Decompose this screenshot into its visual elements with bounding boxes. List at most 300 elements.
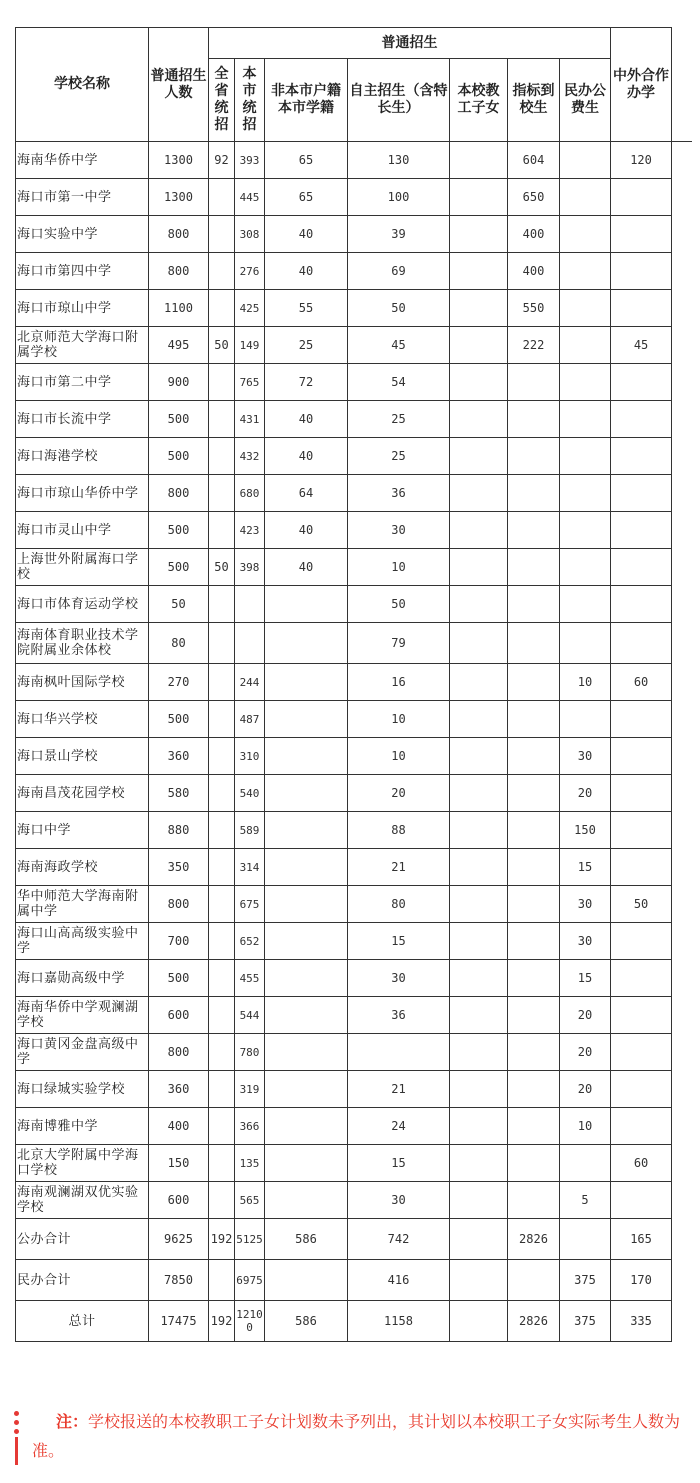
cell-provincial: 50 [209,549,235,586]
table-row [16,1145,672,1182]
cell-non-local [265,1071,348,1108]
cell-staff [450,1219,508,1260]
cell-quota [508,923,560,960]
cell-sino-foreign [611,775,672,812]
cell-independent: 20 [348,775,450,812]
table-row [16,512,672,549]
cell-staff [450,401,508,438]
cell-provincial [209,290,235,327]
table-row [16,701,672,738]
cell-private-fee: 30 [560,738,611,775]
cell-quota [508,701,560,738]
school-name-cell: 华中师范大学海南附属中学 [16,886,149,923]
table-row [16,775,672,812]
cell-total: 800 [149,1034,209,1071]
cell-sino-foreign [611,179,672,216]
school-name-cell: 海口嘉勋高级中学 [16,960,149,997]
cell-independent: 30 [348,960,450,997]
cell-staff [450,812,508,849]
table-row [16,1034,672,1071]
table-row [16,179,672,216]
table-row [16,290,672,327]
cell-total: 700 [149,923,209,960]
cell-private-fee: 375 [560,1301,611,1342]
cell-city: 544 [235,997,265,1034]
cell-non-local [265,701,348,738]
school-name-cell: 海口景山学校 [16,738,149,775]
cell-non-local: 40 [265,216,348,253]
cell-private-fee [560,401,611,438]
cell-quota [508,1145,560,1182]
cell-city: 135 [235,1145,265,1182]
cell-sino-foreign [611,549,672,586]
school-name-cell: 海口市琼山中学 [16,290,149,327]
cell-sino-foreign [611,997,672,1034]
cell-independent: 54 [348,364,450,401]
table-row [16,475,672,512]
cell-non-local: 40 [265,512,348,549]
cell-city: 314 [235,849,265,886]
cell-total: 350 [149,849,209,886]
cell-private-fee: 375 [560,1260,611,1301]
cell-sino-foreign [611,1108,672,1145]
cell-city: 423 [235,512,265,549]
cell-independent: 25 [348,438,450,475]
cell-independent: 10 [348,738,450,775]
cell-independent: 80 [348,886,450,923]
cell-provincial: 192 [209,1301,235,1342]
cell-city: 310 [235,738,265,775]
cell-city: 425 [235,290,265,327]
cell-provincial [209,1182,235,1219]
cell-city: 12100 [235,1301,265,1342]
cell-staff [450,849,508,886]
cell-staff [450,364,508,401]
cell-independent [348,1034,450,1071]
table-row [16,327,672,364]
cell-independent: 742 [348,1219,450,1260]
school-name-cell: 海南体育职业技术学院附属业余体校 [16,623,149,664]
cell-staff [450,886,508,923]
cell-non-local: 64 [265,475,348,512]
cell-city: 431 [235,401,265,438]
school-name-cell: 海口市琼山华侨中学 [16,475,149,512]
header-sino-foreign: 中外合作办学 [611,28,672,142]
cell-provincial [209,1108,235,1145]
cell-non-local [265,849,348,886]
table-row [16,664,672,701]
cell-non-local: 40 [265,253,348,290]
note-bar-icon [15,1437,18,1465]
school-name-cell: 民办合计 [16,1260,149,1301]
school-name-cell: 海口中学 [16,812,149,849]
footnote-body: 学校报送的本校教职工子女计划数未予列出，其计划以本校职工子女实际考生人数为准。 [32,1412,681,1460]
cell-private-fee: 20 [560,775,611,812]
cell-city: 308 [235,216,265,253]
cell-total: 360 [149,1071,209,1108]
school-name-cell: 海口市第一中学 [16,179,149,216]
cell-non-local [265,923,348,960]
cell-quota [508,960,560,997]
cell-city: 276 [235,253,265,290]
cell-private-fee: 30 [560,886,611,923]
cell-staff [450,475,508,512]
school-name-cell: 海南华侨中学观澜湖学校 [16,997,149,1034]
cell-city: 652 [235,923,265,960]
cell-non-local: 586 [265,1219,348,1260]
cell-quota: 650 [508,179,560,216]
cell-non-local [265,1182,348,1219]
cell-quota [508,1034,560,1071]
cell-staff [450,701,508,738]
cell-sino-foreign [611,475,672,512]
cell-quota [508,886,560,923]
table-row [16,1108,672,1145]
cell-private-fee: 20 [560,1071,611,1108]
cell-total: 7850 [149,1260,209,1301]
school-name-cell: 海南昌茂花园学校 [16,775,149,812]
cell-provincial [209,960,235,997]
cell-independent: 130 [348,142,450,179]
cell-total: 50 [149,586,209,623]
school-name-cell: 海口市体育运动学校 [16,586,149,623]
cell-private-fee [560,179,611,216]
header-quota: 指标到校生 [508,59,560,142]
cell-private-fee [560,438,611,475]
cell-non-local: 55 [265,290,348,327]
cell-independent: 15 [348,1145,450,1182]
table-row [16,586,672,623]
header-school-name: 学校名称 [16,28,149,142]
header-general-enrollment-group: 普通招生 [209,28,611,59]
cell-private-fee [560,327,611,364]
cell-non-local [265,586,348,623]
cell-non-local [265,886,348,923]
school-name-cell: 海口市第二中学 [16,364,149,401]
footnote-text [32,1407,694,1465]
school-name-cell: 海南观澜湖双优实验学校 [16,1182,149,1219]
cell-independent: 16 [348,664,450,701]
cell-total: 150 [149,1145,209,1182]
table-row [16,142,672,179]
cell-quota [508,401,560,438]
cell-provincial [209,775,235,812]
cell-staff [450,179,508,216]
table-row [16,1301,672,1342]
header-total-enrollment: 普通招生人数 [149,28,209,142]
school-name-cell: 海口市长流中学 [16,401,149,438]
table-row [16,216,672,253]
header-independent: 自主招生（含特长生） [348,59,450,142]
cell-sino-foreign: 50 [611,886,672,923]
cell-total: 580 [149,775,209,812]
cell-provincial [209,475,235,512]
cell-provincial [209,701,235,738]
note-dots-icon [14,1411,20,1438]
cell-independent: 39 [348,216,450,253]
cell-sino-foreign: 45 [611,327,672,364]
table-body [16,142,672,1342]
cell-independent: 10 [348,701,450,738]
cell-city: 487 [235,701,265,738]
table-row [16,738,672,775]
footnote [14,1407,694,1465]
cell-non-local: 586 [265,1301,348,1342]
cell-sino-foreign: 60 [611,664,672,701]
cell-provincial [209,1145,235,1182]
cell-independent: 416 [348,1260,450,1301]
cell-sino-foreign: 120 [611,142,672,179]
cell-staff [450,1034,508,1071]
cell-independent: 10 [348,549,450,586]
cell-provincial [209,623,235,664]
cell-provincial [209,438,235,475]
cell-private-fee: 10 [560,1108,611,1145]
cell-city: 432 [235,438,265,475]
table-row [16,960,672,997]
cell-staff [450,775,508,812]
cell-independent: 30 [348,512,450,549]
cell-provincial [209,849,235,886]
cell-sino-foreign [611,253,672,290]
table-row [16,549,672,586]
table-row [16,364,672,401]
school-name-cell: 公办合计 [16,1219,149,1260]
cell-staff [450,1260,508,1301]
cell-private-fee [560,475,611,512]
cell-sino-foreign: 335 [611,1301,672,1342]
cell-staff [450,664,508,701]
cell-non-local [265,1034,348,1071]
table-row [16,923,672,960]
cell-staff [450,549,508,586]
cell-private-fee [560,512,611,549]
cell-total: 600 [149,1182,209,1219]
table-row [16,997,672,1034]
cell-staff [450,327,508,364]
cell-private-fee [560,549,611,586]
cell-city: 6975 [235,1260,265,1301]
cell-total: 500 [149,401,209,438]
header-provincial: 全省统招 [209,59,235,142]
cell-city: 455 [235,960,265,997]
cell-quota [508,586,560,623]
cell-staff [450,997,508,1034]
cell-independent: 25 [348,401,450,438]
cell-city: 393 [235,142,265,179]
cell-private-fee: 20 [560,1034,611,1071]
cell-sino-foreign [611,1034,672,1071]
cell-city [235,623,265,664]
cell-total: 270 [149,664,209,701]
cell-quota [508,849,560,886]
cell-private-fee: 15 [560,960,611,997]
cell-private-fee [560,1219,611,1260]
cell-private-fee: 30 [560,923,611,960]
cell-sino-foreign [611,701,672,738]
cell-city: 765 [235,364,265,401]
cell-total: 9625 [149,1219,209,1260]
cell-independent: 88 [348,812,450,849]
header-private-fee: 民办公费生 [560,59,611,142]
cell-independent: 21 [348,849,450,886]
cell-provincial: 192 [209,1219,235,1260]
cell-total: 880 [149,812,209,849]
cell-non-local [265,775,348,812]
cell-quota [508,623,560,664]
header-staff-children: 本校教工子女 [450,59,508,142]
cell-total: 500 [149,960,209,997]
cell-total: 500 [149,512,209,549]
cell-city: 445 [235,179,265,216]
cell-total: 800 [149,886,209,923]
cell-total: 500 [149,438,209,475]
cell-sino-foreign: 165 [611,1219,672,1260]
cell-city: 398 [235,549,265,586]
cell-city: 565 [235,1182,265,1219]
cell-quota [508,475,560,512]
cell-city [235,586,265,623]
cell-non-local [265,812,348,849]
cell-non-local: 40 [265,438,348,475]
cell-total: 17475 [149,1301,209,1342]
cell-staff [450,960,508,997]
cell-non-local: 65 [265,179,348,216]
cell-city: 319 [235,1071,265,1108]
school-name-cell: 总计 [16,1301,149,1342]
cell-private-fee [560,216,611,253]
cell-private-fee: 15 [560,849,611,886]
cell-staff [450,623,508,664]
cell-city: 680 [235,475,265,512]
cell-private-fee [560,701,611,738]
cell-independent: 50 [348,290,450,327]
cell-private-fee [560,290,611,327]
cell-staff [450,1301,508,1342]
cell-provincial [209,401,235,438]
cell-sino-foreign [611,738,672,775]
cell-non-local [265,664,348,701]
school-name-cell: 海南枫叶国际学校 [16,664,149,701]
cell-total: 500 [149,549,209,586]
cell-independent: 30 [348,1182,450,1219]
table-row [16,1260,672,1301]
cell-sino-foreign [611,401,672,438]
enrollment-plan-table [15,27,672,1342]
cell-provincial [209,738,235,775]
school-name-cell: 海南华侨中学 [16,142,149,179]
cell-non-local [265,738,348,775]
cell-non-local: 25 [265,327,348,364]
cell-sino-foreign [611,290,672,327]
cell-private-fee [560,253,611,290]
table-row [16,886,672,923]
cell-provincial [209,664,235,701]
cell-sino-foreign [611,623,672,664]
cell-city: 540 [235,775,265,812]
school-name-cell: 海口山高高级实验中学 [16,923,149,960]
cell-staff [450,1108,508,1145]
cell-quota: 2826 [508,1219,560,1260]
cell-provincial [209,812,235,849]
cell-independent: 21 [348,1071,450,1108]
cell-provincial [209,512,235,549]
cell-provincial [209,364,235,401]
cell-provincial [209,586,235,623]
cell-provincial [209,179,235,216]
cell-city: 244 [235,664,265,701]
cell-city: 366 [235,1108,265,1145]
cell-quota: 550 [508,290,560,327]
cell-private-fee: 5 [560,1182,611,1219]
cell-staff [450,216,508,253]
cell-provincial [209,886,235,923]
cell-quota [508,364,560,401]
cell-quota [508,1108,560,1145]
cell-city: 149 [235,327,265,364]
cell-staff [450,438,508,475]
cell-independent: 36 [348,475,450,512]
header-city: 本市统招 [235,59,265,142]
cell-independent: 24 [348,1108,450,1145]
cell-quota: 400 [508,253,560,290]
cell-non-local [265,1260,348,1301]
cell-sino-foreign [611,849,672,886]
cell-quota [508,438,560,475]
cell-provincial [209,1034,235,1071]
cell-quota [508,1260,560,1301]
table-row [16,1219,672,1260]
cell-quota [508,738,560,775]
cell-sino-foreign [611,586,672,623]
cell-sino-foreign [611,960,672,997]
cell-independent: 50 [348,586,450,623]
cell-city: 5125 [235,1219,265,1260]
cell-total: 400 [149,1108,209,1145]
cell-quota: 2826 [508,1301,560,1342]
school-name-cell: 海南博雅中学 [16,1108,149,1145]
table-row [16,438,672,475]
cell-staff [450,738,508,775]
cell-total: 1100 [149,290,209,327]
table-row [16,623,672,664]
school-name-cell: 北京师范大学海口附属学校 [16,327,149,364]
cell-non-local: 72 [265,364,348,401]
cell-private-fee [560,364,611,401]
cell-staff [450,923,508,960]
cell-quota [508,775,560,812]
school-name-cell: 海口绿城实验学校 [16,1071,149,1108]
cell-independent: 69 [348,253,450,290]
cell-total: 600 [149,997,209,1034]
cell-total: 500 [149,701,209,738]
school-name-cell: 上海世外附属海口学校 [16,549,149,586]
cell-quota [508,512,560,549]
cell-staff [450,512,508,549]
school-name-cell: 海南海政学校 [16,849,149,886]
table-row [16,1071,672,1108]
cell-total: 800 [149,216,209,253]
cell-non-local [265,1145,348,1182]
cell-quota [508,1071,560,1108]
footnote-label: 注： [56,1412,89,1431]
school-name-cell: 海口黄冈金盘高级中学 [16,1034,149,1071]
cell-sino-foreign [611,1071,672,1108]
cell-total: 800 [149,475,209,512]
cell-total: 360 [149,738,209,775]
cell-provincial [209,253,235,290]
cell-quota [508,997,560,1034]
